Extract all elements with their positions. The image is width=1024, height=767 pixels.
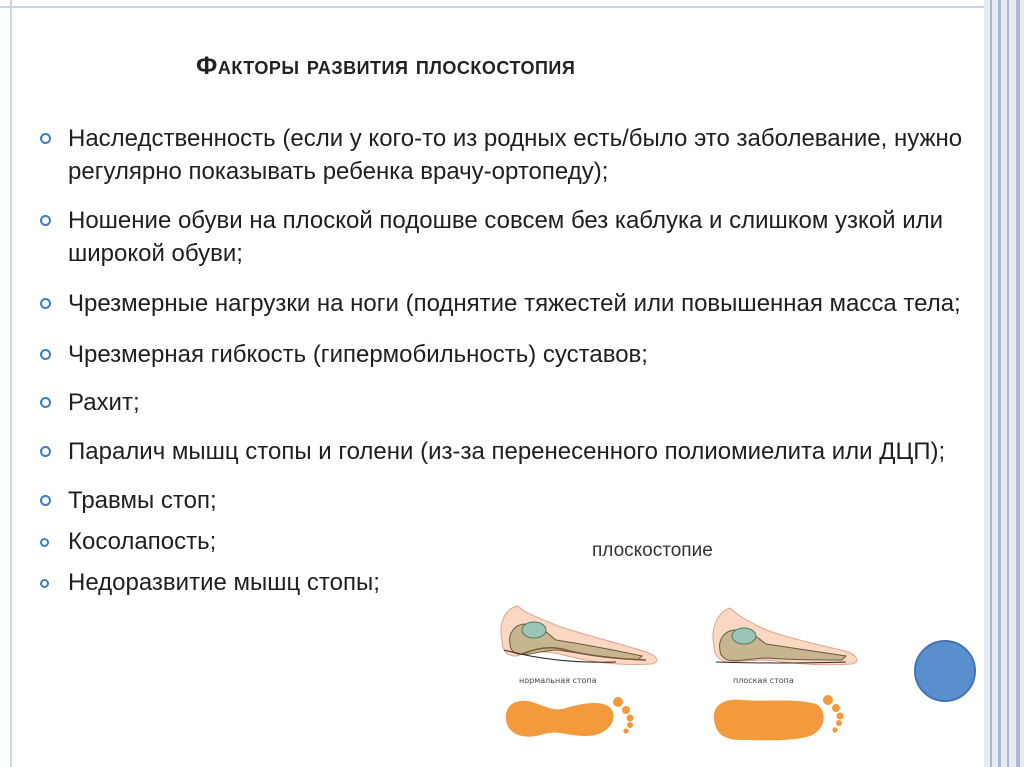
list-item [38, 435, 988, 468]
bullet-ring-icon [40, 495, 51, 506]
bullet-ring-icon [40, 446, 51, 457]
bullet-ring-icon [40, 215, 51, 226]
slide-title: Факторы развития плоскостопия [196, 52, 576, 80]
band-line [1016, 0, 1020, 767]
decorative-circle [914, 640, 976, 702]
normal-foot-skeleton-icon [496, 600, 666, 670]
list-item [38, 287, 983, 320]
flat-footprint-icon [706, 690, 856, 746]
bullet-text: Паралич мышц стопы и голени (из-за перенесенного полиомиелита или ДЦП); [68, 438, 946, 465]
list-item [38, 525, 983, 558]
bullet-text: Ношение обуви на плоской подошве совсем без каблука и слишком узкой или широкой обуви; [68, 207, 944, 267]
list-item [38, 566, 983, 599]
right-decorative-band [984, 0, 1024, 767]
band-line [1007, 0, 1009, 767]
left-frame-line [10, 0, 12, 767]
bullet-list [38, 122, 983, 599]
bullet-text: Чрезмерная гибкость (гипермобильность) суставов; [68, 341, 648, 368]
figure-caption: плоскостопие [592, 540, 713, 561]
bullet-text: Чрезмерные нагрузки на ноги (поднятие тяжестей или повышенная масса тела; [68, 290, 961, 317]
bullet-ring-icon [40, 298, 51, 309]
band-line [990, 0, 992, 767]
bullet-text: Рахит; [68, 389, 140, 416]
bullet-ring-icon [40, 397, 51, 408]
normal-foot-label: нормальная стопа [519, 676, 597, 685]
bullet-ring-icon [40, 349, 51, 360]
bullet-text: Наследственность (если у кого-то из родных есть/было это заболевание, нужно регулярно показывать ребенка врачу-ортопеду); [68, 125, 963, 185]
top-frame-line [0, 6, 985, 8]
flat-foot-label: плоская стопа [733, 676, 794, 685]
bullet-ring-icon [40, 538, 49, 547]
list-item [38, 484, 983, 517]
flat-foot-skeleton-icon [706, 602, 866, 670]
list-item [38, 122, 983, 188]
band-line [998, 0, 1001, 767]
list-item [38, 386, 983, 419]
list-item [38, 338, 983, 371]
bullet-ring-icon [40, 579, 49, 588]
normal-footprint-icon [496, 690, 646, 746]
bullet-text: Косолапость; [68, 528, 217, 555]
list-item [38, 204, 983, 270]
bullet-text: Травмы стоп; [68, 487, 217, 514]
bullet-ring-icon [40, 133, 51, 144]
bullet-text: Недоразвитие мышц стопы; [68, 569, 380, 596]
